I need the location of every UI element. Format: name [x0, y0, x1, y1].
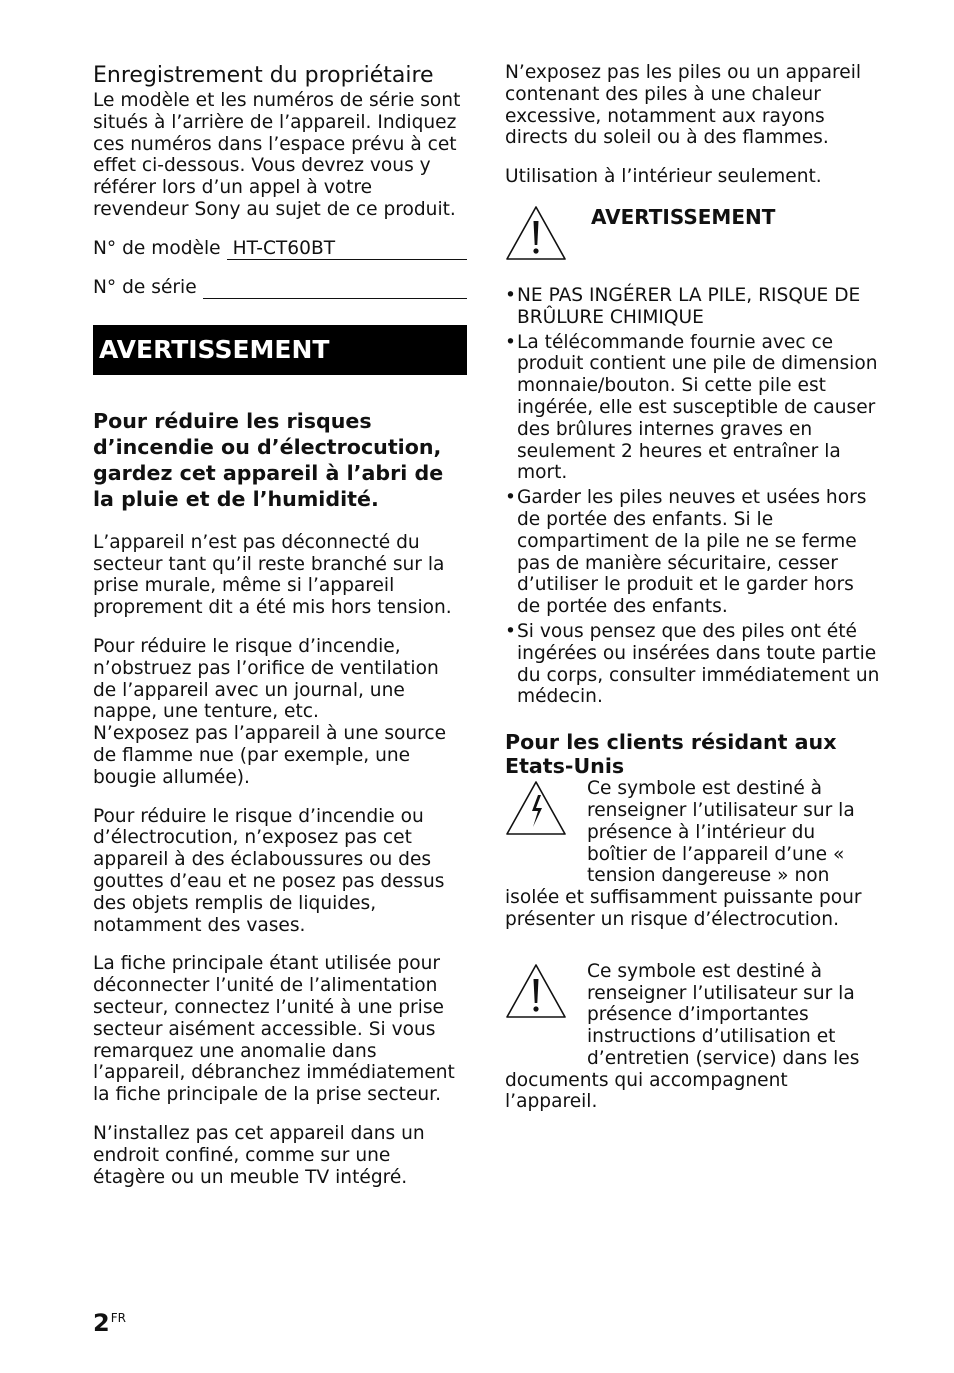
- page-number-value: 2: [93, 1309, 110, 1337]
- list-item: • Garder les piles neuves et usées hors de portée des enfants. Si le compartiment de la pile ne se ferme pas de manière sécuritaire, cesser d’utiliser le produit et le garder hors de portée des enfants.: [505, 487, 880, 618]
- warning-heading: Pour réduire les risques d’incendie ou d’électrocution, gardez cet appareil à l’abri de la pluie et de l’humidité.: [93, 408, 444, 511]
- right-column: [505, 62, 880, 1133]
- exclamation-triangle-icon: [505, 205, 567, 261]
- list-item: • La télécommande fournie avec ce produit contient une pile de dimension monnaie/bouton. Si cette pile est ingérée, elle est susceptible de causer des brûlures internes graves en seulement 2 heures et entraîner la mort.: [505, 332, 880, 485]
- left-column: [93, 62, 467, 1205]
- instructions-symbol-text: Ce symbole est destiné à renseigner l’utilisateur sur la présence d’importantes instructions d’utilisation et d’entretien (service) dans les documents qui accompagnent l’appareil.: [505, 960, 860, 1113]
- battery-warning-list: [505, 285, 880, 708]
- list-item: • NE PAS INGÉRER LA PILE, RISQUE DE BRÛLURE CHIMIQUE: [505, 285, 880, 329]
- paragraph-disconnect: L’appareil n’est pas déconnecté du secteur tant qu’il reste branché sur la prise murale, même si l’appareil proprement dit a été mis hors tension.: [93, 531, 452, 619]
- paragraph-water: Pour réduire le risque d’incendie ou d’électrocution, n’exposez pas cet appareil à des éclaboussures ou des gouttes d’eau et ne posez pas dessus des objets remplis de liquides, notamment des vases.: [93, 805, 445, 936]
- paragraph-flame: N’exposez pas l’appareil à une source de flamme nue (par exemple, une bougie allumée).: [93, 723, 447, 788]
- exclamation-triangle-icon: [505, 961, 587, 1049]
- page-number: [93, 1309, 126, 1337]
- owner-record-title: Enregistrement du propriétaire: [93, 63, 434, 88]
- battery-warning-title: AVERTISSEMENT: [591, 204, 776, 229]
- paragraph-plug: La fiche principale étant utilisée pour déconnecter l’unité de l’alimentation secteur, connectez l’unité à une prise secteur aisément accessible. Si vous remarquez une anomalie dans l’appareil, débranchez immédiatement la fiche principale de la prise secteur.: [93, 953, 455, 1106]
- voltage-symbol-text: Ce symbole est destiné à renseigner l’utilisateur sur la présence à l’intérieur du boîtier de l’appareil d’une « tension dangereuse » non isolée et suffisamment puissante pour présenter un risque d’électrocution.: [505, 778, 862, 930]
- paragraph-confined: N’installez pas cet appareil dans un endroit confiné, comme sur une étagère ou un meuble TV intégré.: [93, 1122, 425, 1188]
- warning-banner: AVERTISSEMENT: [93, 325, 467, 375]
- paragraph-battery-heat: N’exposez pas les piles ou un appareil contenant des piles à une chaleur excessive, notamment aux rayons directs du soleil ou à des flammes.: [505, 62, 862, 149]
- us-customers-heading: Pour les clients résidant aux Etats-Unis: [505, 730, 837, 779]
- owner-record-text: Le modèle et les numéros de série sont situés à l’arrière de l’appareil. Indiquez ces numéros dans l’espace prévu à cet effet ci-dessous. Vous devrez vous y référer lors d’un appel à votre revendeur Sony au sujet de ce produit.: [93, 90, 461, 220]
- paragraph-indoor-use: Utilisation à l’intérieur seulement.: [505, 166, 822, 188]
- model-number-label: N° de modèle: [93, 237, 221, 259]
- paragraph-ventilation: Pour réduire le risque d’incendie, n’obstruez pas l’orifice de ventilation de l’appareil avec un journal, une nappe, une tenture, etc.: [93, 635, 439, 723]
- list-item: • Si vous pensez que des piles ont été ingérées ou insérées dans toute partie du corps, consulter immédiatement un médecin.: [505, 621, 880, 708]
- serial-number-label: N° de série: [93, 276, 197, 298]
- serial-number-field: [93, 277, 467, 299]
- lightning-triangle-icon: [505, 778, 587, 866]
- page-language: FR: [110, 1311, 126, 1325]
- model-number-value: HT-CT60BT: [227, 238, 467, 260]
- battery-warning-header: [505, 205, 880, 263]
- model-number-field: [93, 238, 467, 260]
- voltage-symbol-block: [505, 778, 880, 931]
- serial-number-value: [203, 277, 467, 299]
- instructions-symbol-block: [505, 961, 880, 1114]
